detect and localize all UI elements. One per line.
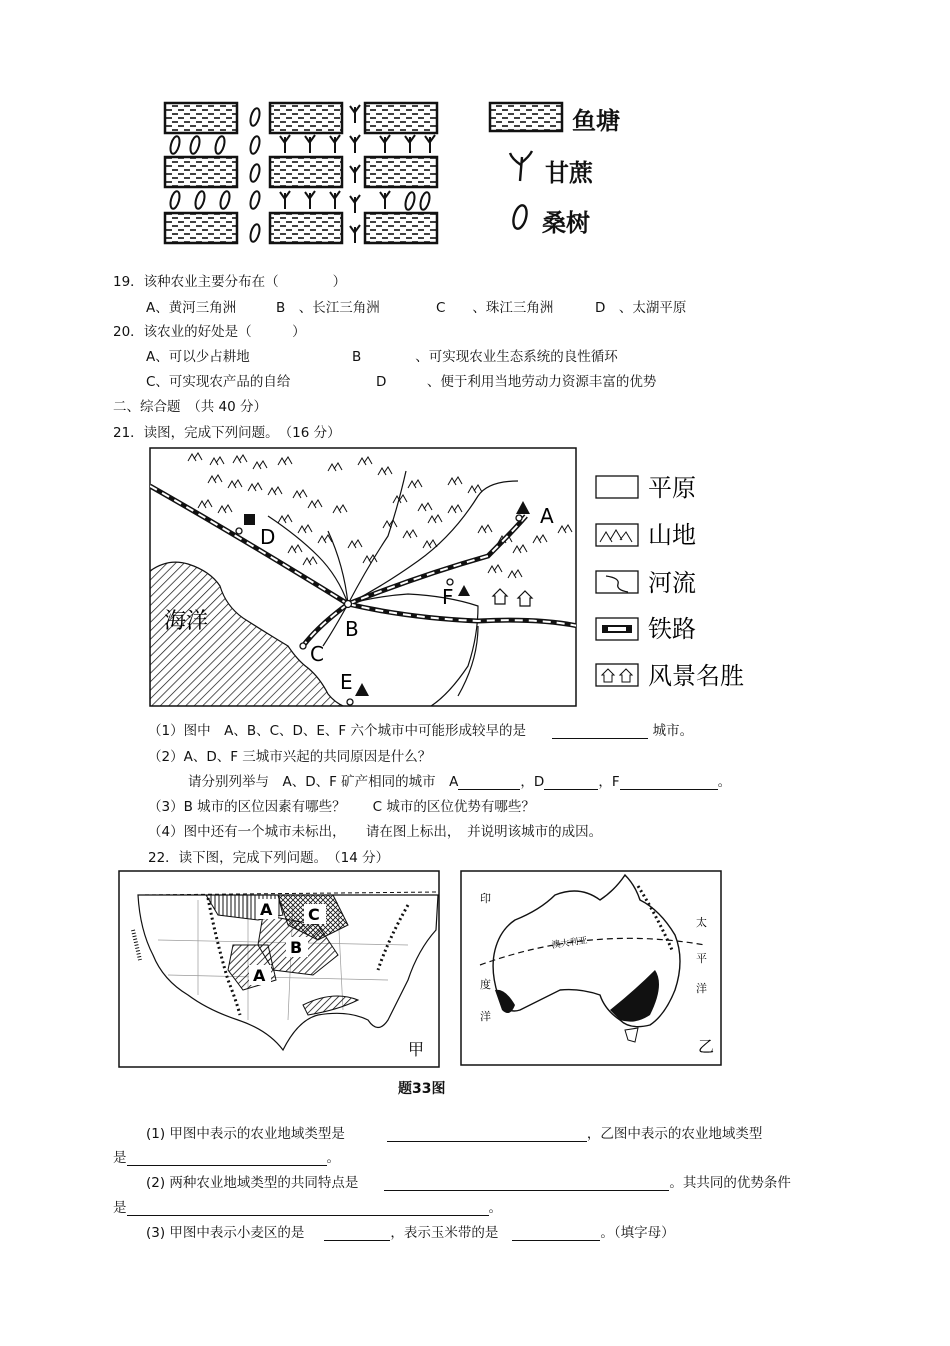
q22-stem: 22．读下图，完成下列问题。 （14 分） xyxy=(148,850,390,866)
city-label-e: E xyxy=(340,670,353,694)
blank-city-a[interactable] xyxy=(458,775,520,790)
mulberry-icon xyxy=(249,223,261,242)
blank-city-f[interactable] xyxy=(620,775,718,790)
pacific-ocean-char-1: 太 xyxy=(696,916,707,929)
q20-option-c: C、可实现农产品的自给 xyxy=(146,374,291,390)
pond xyxy=(365,103,437,133)
sugarcane-icon xyxy=(280,191,290,209)
legend-pond-label: 鱼塘 xyxy=(572,107,620,135)
pond xyxy=(365,213,437,243)
sugarcane-icon xyxy=(330,191,340,209)
us-map xyxy=(118,870,440,1068)
legend-sugarcane-label: 甘蔗 xyxy=(545,159,593,187)
legend-river-swatch xyxy=(596,571,638,593)
legend-plain-label: 平原 xyxy=(648,474,696,502)
q22-part1-cont xyxy=(113,1146,340,1166)
legend-plain-swatch xyxy=(596,476,638,498)
indian-ocean-char-1: 印 xyxy=(480,892,491,905)
q21-part2b-d: ，D xyxy=(520,774,545,790)
legend-railway-label: 铁路 xyxy=(648,615,696,643)
q20-option-b: B 、可实现农业生态系统的良性循环 xyxy=(352,349,618,365)
legend-river-label: 河流 xyxy=(648,569,696,597)
q22-part3-text2: ，表示玉米带的是 xyxy=(390,1225,499,1241)
mulberry-icon xyxy=(219,190,231,209)
legend-scenic-label: 风景名胜 xyxy=(648,662,744,690)
q19-option-d: D 、太湖平原 xyxy=(595,300,687,316)
sugarcane-icon xyxy=(425,135,435,153)
city-label-f: F xyxy=(442,585,454,609)
q21-part1-blank[interactable] xyxy=(552,724,648,739)
city-label-a: A xyxy=(540,504,554,528)
q22-part1-text2: ，乙图中表示的农业地域类型 xyxy=(586,1126,763,1142)
q22-part1-end: 。 xyxy=(326,1150,340,1166)
q21-part4: （4）图中还有一个城市未标出， 请在图上标出， 并说明该城市的成因。 xyxy=(148,824,603,840)
q21-part2b xyxy=(188,770,731,790)
city-label-d: D xyxy=(260,525,276,549)
q21-part2b-end: 。 xyxy=(717,774,732,790)
legend-sugarcane-icon xyxy=(510,151,532,181)
q21-map-figure xyxy=(148,446,753,711)
figure-caption: 题33图 xyxy=(398,1081,446,1097)
q21-legend xyxy=(596,476,638,686)
legend-pond-swatch xyxy=(490,103,562,131)
sugarcane-icon xyxy=(350,225,360,243)
sugarcane-icon xyxy=(350,135,360,153)
mulberry-icon xyxy=(169,135,181,154)
q21-part3: （3）B 城市的区位因素有哪些？ C 城市的区位优势有哪些？ xyxy=(148,799,535,815)
sugarcane-icon xyxy=(305,135,315,153)
q22-part3-text: (3) 甲图中表示小麦区的是 xyxy=(146,1225,305,1241)
q21-stem: 21．读图，完成下列问题。 （16 分） xyxy=(113,425,341,441)
sugarcane-icon xyxy=(380,191,390,209)
mulberry-icon xyxy=(249,163,261,182)
sugarcane-icon xyxy=(350,105,360,123)
us-label-c: C xyxy=(308,905,320,924)
q22-map-us xyxy=(118,870,440,1068)
mulberry-icon xyxy=(189,135,201,154)
legend-mountain-swatch xyxy=(596,524,638,546)
sugarcane-icon xyxy=(350,165,360,183)
q19-option-a: A、黄河三角洲 xyxy=(146,300,237,316)
pond xyxy=(270,213,342,243)
mulberry-icon xyxy=(404,191,416,210)
us-label-a-south: A xyxy=(253,966,266,985)
q22-part2-text2: 。其共同的优势条件 xyxy=(669,1175,791,1191)
au-map xyxy=(460,870,722,1066)
us-map-corner-label: 甲 xyxy=(408,1040,425,1059)
dike-pond-figure xyxy=(160,95,630,255)
mine-d-symbol xyxy=(244,514,255,525)
pond xyxy=(270,157,342,187)
q19-option-b: B 、长江三角洲 xyxy=(276,300,380,316)
q22-part1-cont-text: 是 xyxy=(113,1150,127,1166)
tropic-label: 澳大利亚 xyxy=(551,936,589,951)
q22-part3-end: 。（填字母） xyxy=(600,1225,675,1241)
q21-map xyxy=(148,446,753,711)
blank-advantage[interactable] xyxy=(127,1201,489,1216)
sugarcane-icon xyxy=(350,195,360,213)
blank-wheat-region[interactable] xyxy=(324,1226,390,1241)
q22-part3 xyxy=(146,1221,675,1241)
legend-mulberry-icon xyxy=(511,204,529,230)
q22-part2-cont-text: 是 xyxy=(113,1200,127,1216)
pond xyxy=(165,157,237,187)
q22-part2-text: (2) 两种农业地域类型的共同特点是 xyxy=(146,1175,359,1191)
q22-map-au xyxy=(460,870,722,1066)
legend-mountain-label: 山地 xyxy=(648,521,696,549)
mulberry-icon xyxy=(249,107,261,126)
au-map-corner-label: 乙 xyxy=(698,1037,715,1056)
mulberry-icon xyxy=(419,191,431,210)
q22-part1 xyxy=(146,1122,762,1142)
us-label-a-north: A xyxy=(260,900,273,919)
pond xyxy=(270,103,342,133)
pond xyxy=(365,157,437,187)
q22-part2-cont xyxy=(113,1196,502,1216)
q20-option-a: A、可以少占耕地 xyxy=(146,349,250,365)
blank-city-d[interactable] xyxy=(544,775,598,790)
sugarcane-icon xyxy=(405,135,415,153)
city-label-b: B xyxy=(345,617,359,641)
blank-common-feature[interactable] xyxy=(384,1176,669,1191)
mulberry-icon xyxy=(214,135,226,154)
q19-stem: 19．该种农业主要分布在（ ） xyxy=(113,274,347,290)
pond xyxy=(165,103,237,133)
section-2-heading: 二、综合题 （共 40 分） xyxy=(113,399,268,415)
pacific-ocean-char-2: 平 xyxy=(696,952,707,965)
q22-part2-end: 。 xyxy=(488,1200,502,1216)
legend-mulberry-label: 桑树 xyxy=(542,209,590,237)
sugarcane-icon xyxy=(305,191,315,209)
blank-us-type[interactable] xyxy=(387,1127,587,1142)
pacific-ocean-char-3: 洋 xyxy=(696,982,707,995)
mulberry-icon xyxy=(249,190,261,209)
mulberry-icon xyxy=(194,190,206,209)
city-label-c: C xyxy=(310,642,324,666)
q21-part1-suffix: 城市。 xyxy=(652,723,694,739)
q22-part1-text: (1) 甲图中表示的农业地域类型是 xyxy=(146,1126,345,1142)
q21-part1-text: （1）图中 A、B、C、D、E、F 六个城市中可能形成较早的是 xyxy=(148,723,526,739)
sugarcane-icon xyxy=(280,135,290,153)
ocean-label: 海洋 xyxy=(164,609,209,634)
q22-part2 xyxy=(146,1171,791,1191)
sugarcane-icon xyxy=(330,135,340,153)
mulberry-icon xyxy=(169,190,181,209)
mulberry-icon xyxy=(249,135,261,154)
indian-ocean-char-3: 洋 xyxy=(480,1010,491,1023)
q21-part2b-text: 请分别列举与 A、D、F 矿产相同的城市 A xyxy=(188,774,459,790)
pond-grid xyxy=(165,103,437,243)
q21-part2: （2）A、D、F 三城市兴起的共同原因是什么？ xyxy=(148,749,432,765)
q19-option-c: C 、珠江三角洲 xyxy=(436,300,554,316)
blank-au-type[interactable] xyxy=(127,1151,327,1166)
q21-part1 xyxy=(148,719,693,739)
pond xyxy=(165,213,237,243)
blank-corn-belt[interactable] xyxy=(512,1226,600,1241)
sugarcane-icon xyxy=(380,135,390,153)
q20-option-d: D 、便于利用当地劳动力资源丰富的优势 xyxy=(376,374,657,390)
q21-part2b-f: ，F xyxy=(598,774,620,790)
indian-ocean-char-2: 度 xyxy=(480,978,491,991)
us-label-b: B xyxy=(290,938,303,957)
q20-stem: 20．该农业的好处是（ ） xyxy=(113,324,306,340)
